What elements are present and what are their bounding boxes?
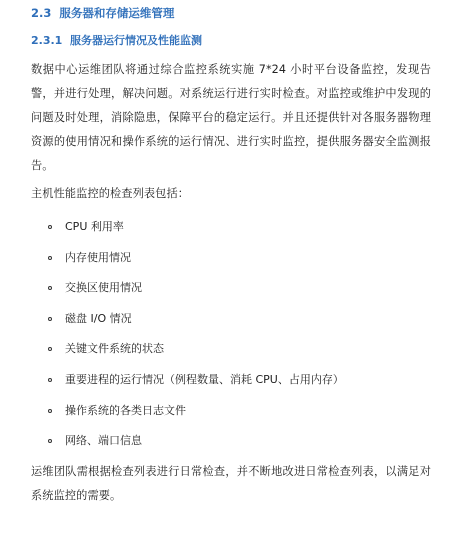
closing-paragraph: 运维团队需根据检查列表进行日常检查，并不断地改进日常检查列表，以满足对系统监控的需要。 <box>31 464 431 502</box>
list-item <box>31 334 431 365</box>
list-item-text: 关键文件系统的状态 <box>65 342 164 356</box>
bullet-icon <box>48 286 52 290</box>
bullet-icon <box>48 225 52 229</box>
list-item <box>31 365 431 396</box>
list-item <box>31 212 431 243</box>
list-item-text: 重要进程的运行情况（例程数量、消耗 CPU、占用内存） <box>65 372 344 386</box>
bullet-icon <box>48 256 52 260</box>
list-item <box>31 426 431 457</box>
list-item <box>31 273 431 304</box>
checklist-intro: 主机性能监控的检查列表包括： <box>31 187 190 200</box>
list-item <box>31 396 431 427</box>
section-title: 服务器和存储运维管理 <box>59 6 175 20</box>
bullet-icon <box>48 378 52 382</box>
checklist <box>31 212 431 457</box>
subsection-title: 服务器运行情况及性能监测 <box>70 34 202 47</box>
list-item-text: 内存使用情况 <box>65 250 131 264</box>
list-item-text: CPU 利用率 <box>65 220 124 233</box>
subsection-number: 2.3.1 <box>31 34 63 47</box>
list-item-text: 网络、端口信息 <box>65 434 142 448</box>
bullet-icon <box>48 347 52 351</box>
list-item <box>31 304 431 335</box>
list-item-text: 操作系统的各类日志文件 <box>65 403 186 417</box>
bullet-icon <box>48 409 52 413</box>
section-heading <box>31 6 431 20</box>
bullet-icon <box>48 439 52 443</box>
document-page <box>31 6 431 508</box>
subsection-heading <box>31 34 431 48</box>
list-item <box>31 243 431 274</box>
bullet-icon <box>48 317 52 321</box>
list-item-text: 磁盘 I/O 情况 <box>65 311 132 325</box>
section-number: 2.3 <box>31 6 52 20</box>
intro-paragraph: 数据中心运维团队将通过综合监控系统实施 7*24 小时平台设备监控，发现告警，并进行处理，解决问题。对系统运行进行实时检查。对监控或维护中发现的问题及时处理，消除隐患，保障平台的稳定运行。并且还提供针对各服务器物理资源的使用情况和操作系统的运行情况、进行实时监控，提供服务器安全监测报告。 <box>31 63 431 172</box>
list-item-text: 交换区使用情况 <box>65 281 142 295</box>
